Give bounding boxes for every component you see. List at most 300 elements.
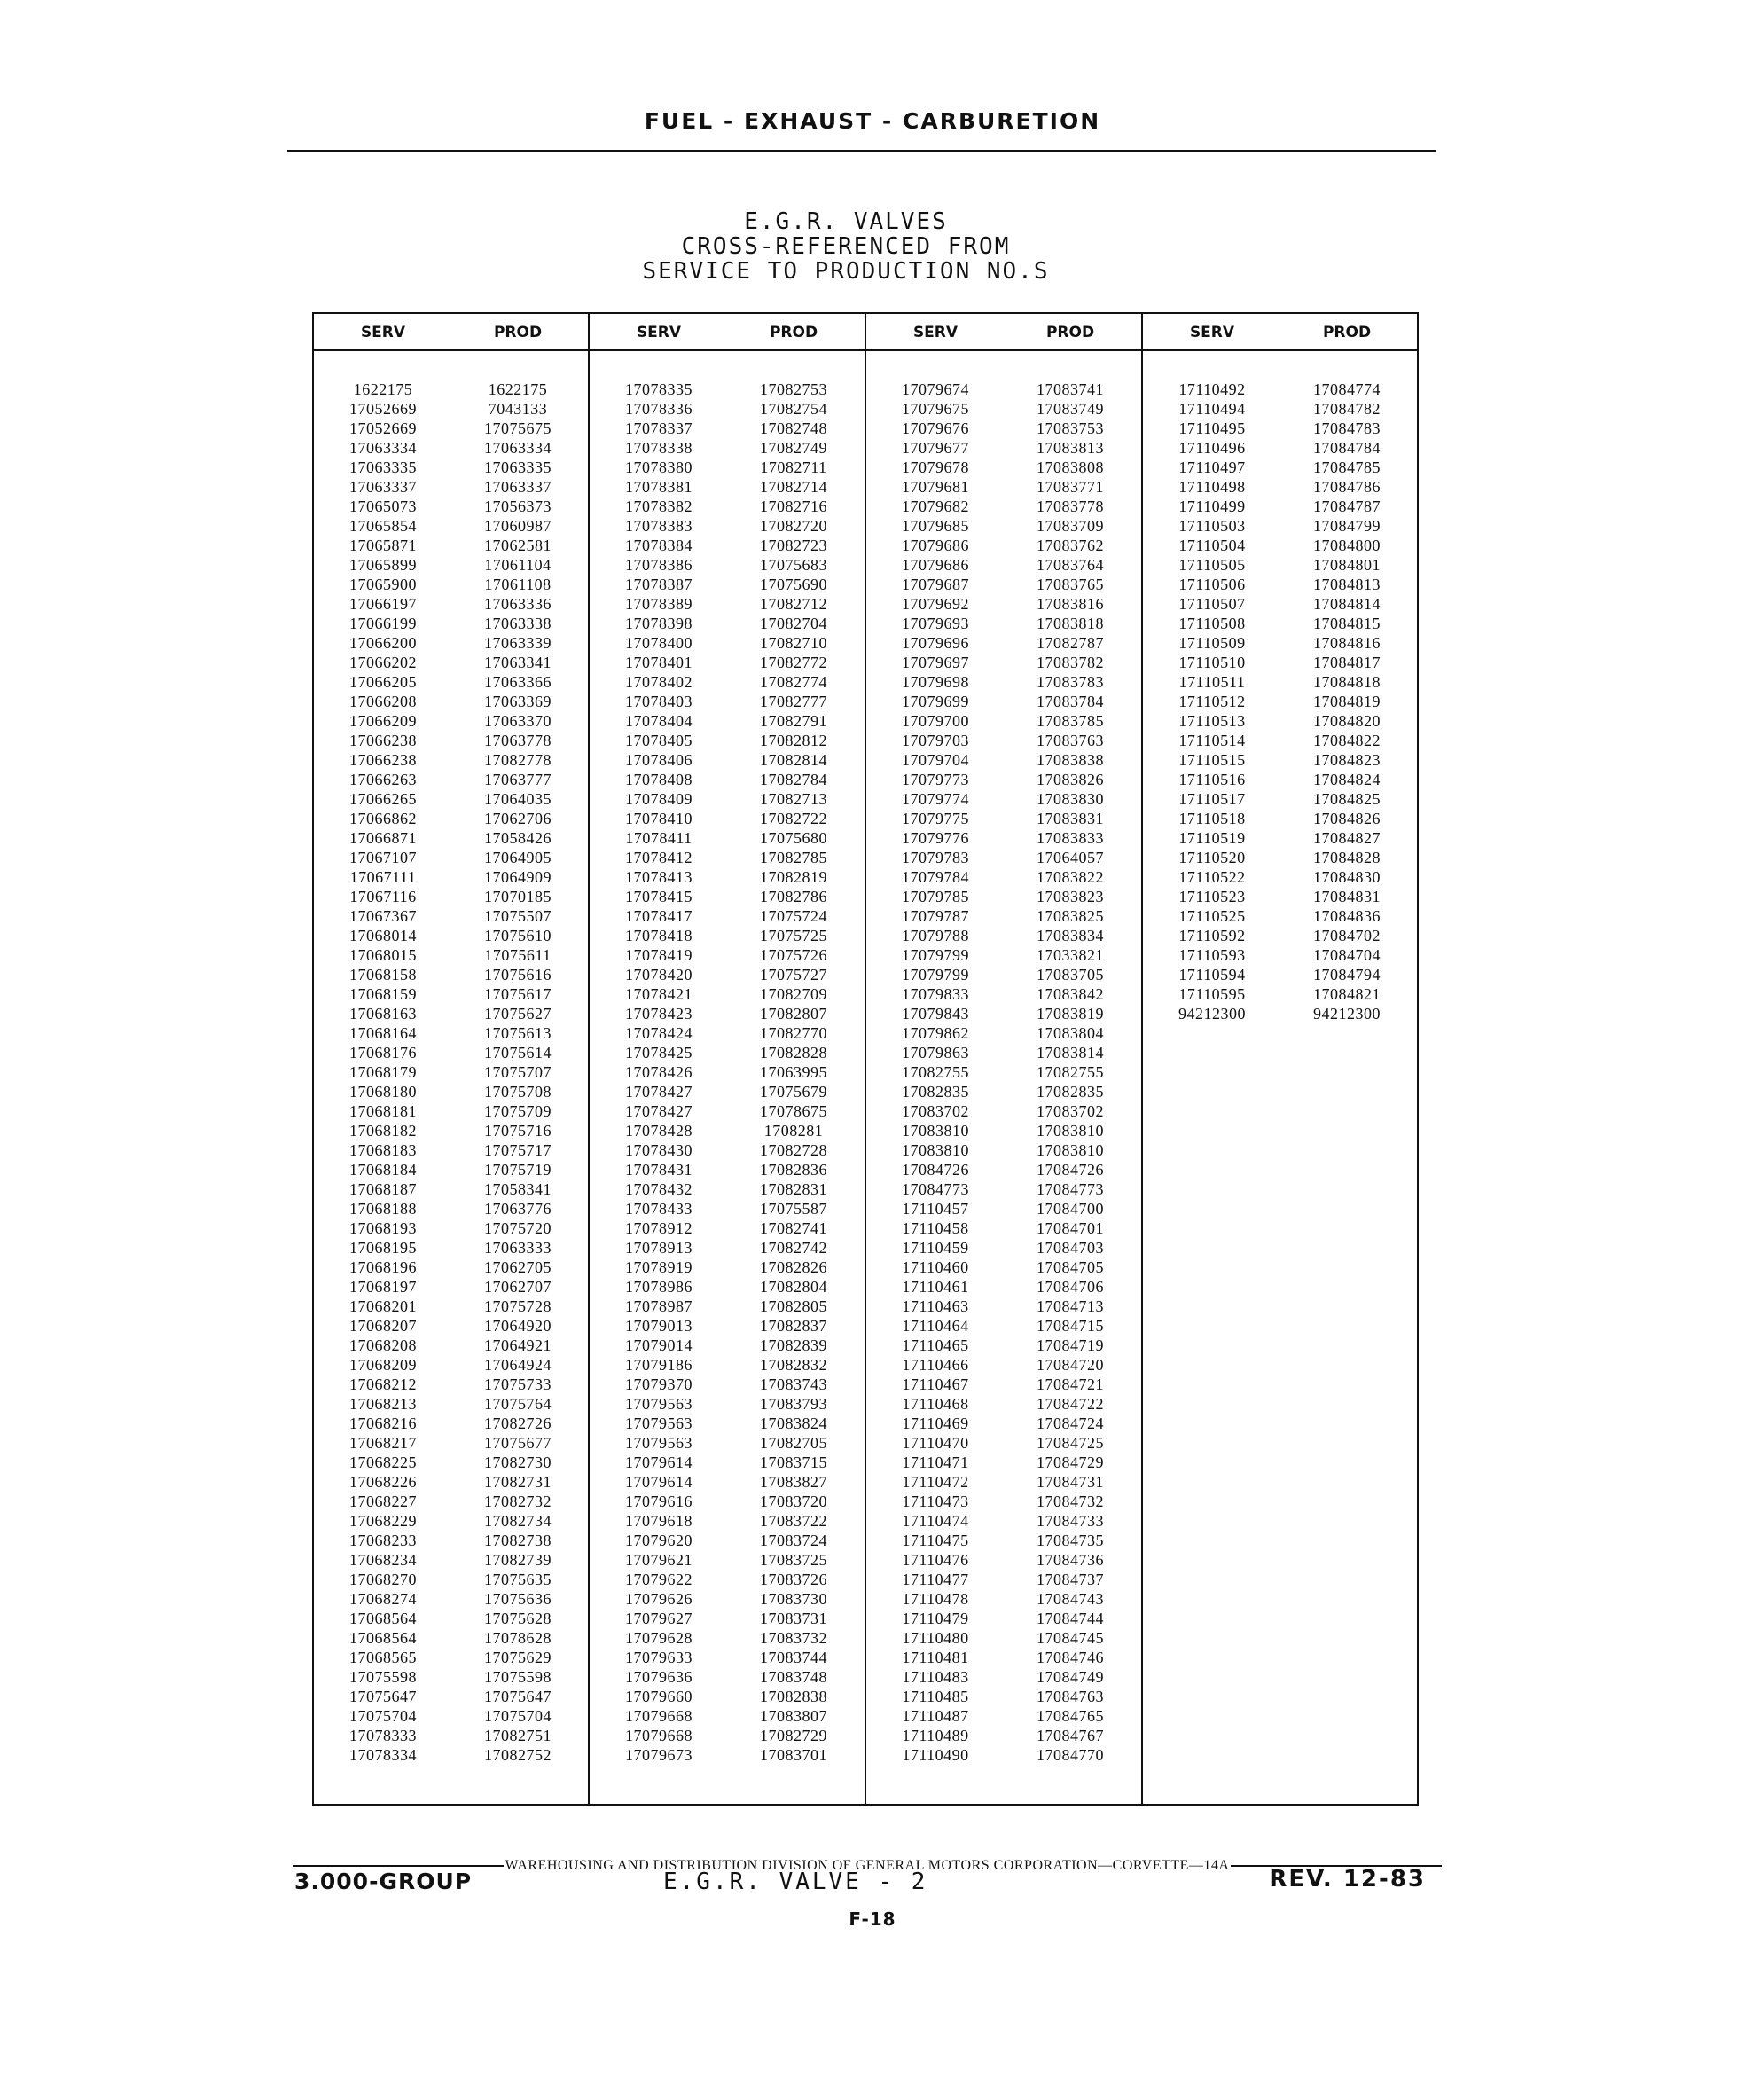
serv-number: 17066199 [349, 615, 417, 632]
serv-number: 17068197 [349, 1278, 417, 1296]
table-row [590, 1745, 865, 1765]
table-row [314, 1511, 591, 1531]
table-row [314, 536, 591, 555]
table-row [590, 711, 865, 731]
serv-number: 17068274 [349, 1590, 417, 1608]
table-row [590, 984, 865, 1004]
prod-number: 17084819 [1313, 693, 1381, 710]
serv-number: 17079699 [902, 693, 969, 710]
table-row [866, 1726, 1141, 1745]
prod-number: 17084721 [1037, 1375, 1104, 1393]
prod-number: 94212300 [1313, 1005, 1381, 1023]
prod-number: 17075507 [484, 907, 552, 925]
prod-number: 17064909 [484, 868, 552, 886]
serv-number: 17079677 [902, 439, 969, 457]
serv-number: 17078421 [625, 985, 693, 1003]
serv-number: 17079788 [902, 927, 969, 944]
table-row [866, 497, 1141, 516]
table-row [866, 1648, 1141, 1667]
table-row [866, 692, 1141, 711]
serv-number: 17068187 [349, 1180, 417, 1198]
prod-number: 17063337 [484, 478, 552, 496]
prod-number: 17083783 [1037, 673, 1104, 691]
serv-number: 17068188 [349, 1200, 417, 1218]
serv-number: 17079785 [902, 888, 969, 905]
serv-number: 17110503 [1178, 517, 1246, 535]
table-row [590, 848, 865, 867]
table-row [866, 1023, 1141, 1043]
prod-number: 17084813 [1313, 576, 1381, 593]
header-rule [287, 150, 1436, 152]
prod-number: 17082831 [760, 1180, 827, 1198]
table-row [866, 516, 1141, 536]
table-row [314, 1648, 591, 1667]
prod-number: 17084700 [1037, 1200, 1104, 1218]
prod-number: 17084765 [1037, 1707, 1104, 1725]
serv-number: 17079687 [902, 576, 969, 593]
prod-number: 17082722 [760, 810, 827, 827]
footer-banner-text: WAREHOUSING AND DISTRIBUTION DIVISION OF GENERAL MOTORS CORPORATION—CORVETTE—14A [505, 1858, 1230, 1873]
table-row [314, 1043, 591, 1062]
table-row [866, 1004, 1141, 1023]
table-row [314, 1238, 591, 1258]
serv-number: 17078919 [625, 1258, 693, 1276]
serv-number: 17078381 [625, 478, 693, 496]
serv-number: 17110473 [902, 1493, 969, 1510]
prod-number: 17083753 [1037, 419, 1104, 437]
serv-number: 17079620 [625, 1532, 693, 1549]
table-row [866, 1179, 1141, 1199]
prod-number: 17075611 [484, 946, 552, 964]
serv-number: 17068564 [349, 1610, 417, 1627]
prod-number: 17082778 [484, 751, 552, 769]
prod-number: 17083749 [1037, 400, 1104, 418]
table-row [866, 633, 1141, 653]
prod-number: 17084794 [1313, 966, 1381, 983]
prod-number: 17063336 [484, 595, 552, 613]
table-row [314, 965, 591, 984]
prod-number: 17084801 [1313, 556, 1381, 574]
serv-number: 17110519 [1178, 829, 1246, 847]
prod-number: 17083834 [1037, 927, 1104, 944]
table-row [314, 867, 591, 887]
table-row [1143, 984, 1418, 1004]
table-row [1143, 1004, 1418, 1023]
prod-header: PROD [1045, 324, 1095, 341]
table-row [590, 1316, 865, 1336]
serv-number: 17079704 [902, 751, 969, 769]
table-row [866, 1258, 1141, 1277]
serv-number: 17068212 [349, 1375, 417, 1393]
table-row [314, 828, 591, 848]
table-row [866, 672, 1141, 692]
prod-number: 17082770 [760, 1024, 827, 1042]
table-row [866, 1667, 1141, 1687]
table-row [590, 1121, 865, 1140]
serv-number: 17075704 [349, 1707, 417, 1725]
prod-number: 17075719 [484, 1161, 552, 1179]
table-row [590, 477, 865, 497]
prod-number: 17082784 [760, 771, 827, 788]
table-row [866, 1453, 1141, 1472]
prod-number: 17075629 [484, 1649, 552, 1666]
table-row [590, 1140, 865, 1160]
table-row [866, 1531, 1141, 1550]
table-row [1143, 438, 1418, 458]
prod-number: 17082814 [760, 751, 827, 769]
serv-number: 17110495 [1178, 419, 1246, 437]
cross-reference-table [312, 312, 1419, 1806]
prod-number: 17082705 [760, 1434, 827, 1452]
prod-number: 17064920 [484, 1317, 552, 1335]
table-row [866, 1414, 1141, 1433]
table-row [590, 809, 865, 828]
prod-number: 17082732 [484, 1493, 552, 1510]
prod-number: 17082726 [484, 1414, 552, 1432]
table-row [866, 399, 1141, 419]
serv-number: 17078335 [625, 380, 693, 398]
table-row [866, 1297, 1141, 1316]
table-row [1143, 380, 1418, 399]
serv-number: 17079700 [902, 712, 969, 730]
prod-number: 17083824 [760, 1414, 827, 1432]
prod-number: 17082804 [760, 1278, 827, 1296]
table-row [866, 1628, 1141, 1648]
table-row [590, 1570, 865, 1589]
serv-number: 17110474 [902, 1512, 969, 1530]
table-row [314, 1199, 591, 1218]
serv-number: 17068176 [349, 1044, 417, 1062]
table-row [866, 1316, 1141, 1336]
prod-number: 1708281 [763, 1122, 824, 1140]
table-row [1143, 516, 1418, 536]
serv-number: 17110467 [902, 1375, 969, 1393]
table-row [866, 731, 1141, 750]
table-row [314, 1531, 591, 1550]
table-row [866, 1394, 1141, 1414]
serv-number: 17065900 [349, 576, 417, 593]
serv-number: 17083810 [902, 1141, 969, 1159]
serv-number: 17063334 [349, 439, 417, 457]
table-row [1143, 614, 1418, 633]
block-header [866, 314, 1141, 351]
serv-number: 17110512 [1178, 693, 1246, 710]
prod-number: 17082835 [1037, 1083, 1104, 1101]
serv-number: 17068226 [349, 1473, 417, 1491]
prod-number: 17075627 [484, 1005, 552, 1023]
serv-number: 17110504 [1178, 537, 1246, 554]
prod-number: 17082755 [1037, 1063, 1104, 1081]
serv-number: 17078913 [625, 1239, 693, 1257]
table-row [866, 1687, 1141, 1706]
serv-number: 17083702 [902, 1102, 969, 1120]
prod-number: 17083807 [760, 1707, 827, 1725]
prod-number: 17075679 [760, 1083, 827, 1101]
serv-number: 17079681 [902, 478, 969, 496]
prod-number: 17083771 [1037, 478, 1104, 496]
table-row [590, 1726, 865, 1745]
prod-number: 17084704 [1313, 946, 1381, 964]
footer-group: 3.000-GROUP [294, 1869, 473, 1894]
table-row [866, 1238, 1141, 1258]
serv-number: 17079774 [902, 790, 969, 808]
prod-number: 17075709 [484, 1102, 552, 1120]
serv-number: 17079775 [902, 810, 969, 827]
serv-number: 17068158 [349, 966, 417, 983]
serv-number: 17110457 [902, 1200, 969, 1218]
table-row [314, 1297, 591, 1316]
serv-number: 17068181 [349, 1102, 417, 1120]
serv-number: 17110476 [902, 1551, 969, 1569]
prod-number: 17084744 [1037, 1610, 1104, 1627]
serv-header: SERV [1189, 324, 1235, 341]
serv-number: 17079563 [625, 1434, 693, 1452]
serv-number: 17110459 [902, 1239, 969, 1257]
table-row [590, 1082, 865, 1101]
table-row [590, 419, 865, 438]
serv-number: 17068217 [349, 1434, 417, 1452]
table-row [866, 536, 1141, 555]
serv-number: 17078987 [625, 1297, 693, 1315]
prod-number: 17083778 [1037, 498, 1104, 515]
serv-number: 17078427 [625, 1102, 693, 1120]
table-row [866, 789, 1141, 809]
prod-number: 17082704 [760, 615, 827, 632]
prod-number: 17084731 [1037, 1473, 1104, 1491]
table-row [314, 1472, 591, 1492]
serv-number: 17110479 [902, 1610, 969, 1627]
table-row [590, 633, 865, 653]
prod-number: 17082741 [760, 1219, 827, 1237]
prod-number: 17075587 [760, 1200, 827, 1218]
table-row [314, 1414, 591, 1433]
prod-number: 17075675 [484, 419, 552, 437]
prod-number: 17084722 [1037, 1395, 1104, 1413]
table-row [590, 770, 865, 789]
table-row [1143, 750, 1418, 770]
prod-number: 17084729 [1037, 1454, 1104, 1471]
serv-number: 17079627 [625, 1610, 693, 1627]
prod-number: 17084735 [1037, 1532, 1104, 1549]
table-row [1143, 731, 1418, 750]
serv-number: 17110508 [1178, 615, 1246, 632]
serv-number: 17075598 [349, 1668, 417, 1686]
serv-header: SERV [636, 324, 682, 341]
section-header: FUEL - EXHAUST - CARBURETION [644, 108, 1101, 134]
table-row [866, 1492, 1141, 1511]
serv-number: 17079696 [902, 634, 969, 652]
table-row [1143, 458, 1418, 477]
prod-number: 17083722 [760, 1512, 827, 1530]
prod-number: 17082734 [484, 1512, 552, 1530]
serv-number: 17079660 [625, 1688, 693, 1705]
prod-number: 17084815 [1313, 615, 1381, 632]
table-row [866, 1706, 1141, 1726]
table-row [590, 1609, 865, 1628]
prod-number: 17084770 [1037, 1746, 1104, 1764]
prod-number: 17084706 [1037, 1278, 1104, 1296]
prod-number: 17056373 [484, 498, 552, 515]
prod-number: 17083744 [760, 1649, 827, 1666]
serv-number: 17110499 [1178, 498, 1246, 515]
table-row [590, 1043, 865, 1062]
footer-revision: REV. 12-83 [1269, 1866, 1426, 1892]
prod-number: 17064035 [484, 790, 552, 808]
table-row [314, 1336, 591, 1355]
prod-number: 17083793 [760, 1395, 827, 1413]
serv-number: 17078427 [625, 1083, 693, 1101]
prod-number: 17075680 [760, 829, 827, 847]
serv-number: 17079698 [902, 673, 969, 691]
prod-number: 17084773 [1037, 1180, 1104, 1198]
table-row [590, 887, 865, 906]
serv-number: 17079799 [902, 966, 969, 983]
serv-number: 17110463 [902, 1297, 969, 1315]
prod-number: 17075616 [484, 966, 552, 983]
serv-number: 17078380 [625, 458, 693, 476]
title-line-2: CROSS-REFERENCED FROM [681, 233, 1011, 260]
prod-number: 17083816 [1037, 595, 1104, 613]
prod-number: 17075647 [484, 1688, 552, 1705]
serv-number: 17066205 [349, 673, 417, 691]
prod-number: 17075726 [760, 946, 827, 964]
table-row [314, 1570, 591, 1589]
prod-number: 17063370 [484, 712, 552, 730]
table-row [590, 1355, 865, 1375]
serv-number: 17110471 [902, 1454, 969, 1471]
table-row [590, 926, 865, 945]
prod-number: 17083842 [1037, 985, 1104, 1003]
table-row [314, 438, 591, 458]
prod-number: 17075617 [484, 985, 552, 1003]
table-row [1143, 828, 1418, 848]
table-row [866, 1218, 1141, 1238]
serv-number: 17078336 [625, 400, 693, 418]
prod-number: 17075724 [760, 907, 827, 925]
serv-number: 17078431 [625, 1161, 693, 1179]
table-row [590, 1218, 865, 1238]
table-block-4 [1141, 314, 1418, 1804]
table-row [866, 653, 1141, 672]
block-rows [314, 380, 591, 1765]
table-row [590, 1589, 865, 1609]
table-row [314, 1433, 591, 1453]
serv-number: 1622175 [353, 380, 413, 398]
block-header [1143, 314, 1418, 351]
prod-number: 17083720 [760, 1493, 827, 1510]
serv-number: 17066208 [349, 693, 417, 710]
table-row [866, 575, 1141, 594]
prod-number: 17082774 [760, 673, 827, 691]
table-row [314, 692, 591, 711]
serv-number: 17110513 [1178, 712, 1246, 730]
prod-number: 17075636 [484, 1590, 552, 1608]
serv-number: 17063337 [349, 478, 417, 496]
prod-number: 17075614 [484, 1044, 552, 1062]
serv-number: 17078413 [625, 868, 693, 886]
table-row [314, 711, 591, 731]
prod-number: 17084818 [1313, 673, 1381, 691]
table-row [866, 1101, 1141, 1121]
prod-number: 17064057 [1037, 849, 1104, 866]
serv-number: 17078382 [625, 498, 693, 515]
serv-number: 17078334 [349, 1746, 417, 1764]
table-row [1143, 906, 1418, 926]
prod-number: 17084725 [1037, 1434, 1104, 1452]
serv-number: 17079862 [902, 1024, 969, 1042]
prod-number: 17062705 [484, 1258, 552, 1276]
serv-number: 17079685 [902, 517, 969, 535]
prod-number: 17083814 [1037, 1044, 1104, 1062]
prod-number: 17084787 [1313, 498, 1381, 515]
serv-number: 17078384 [625, 537, 693, 554]
table-row [314, 1375, 591, 1394]
prod-number: 17082731 [484, 1473, 552, 1491]
prod-number: 17082716 [760, 498, 827, 515]
serv-number: 94212300 [1178, 1005, 1246, 1023]
prod-number: 17082772 [760, 654, 827, 671]
prod-number: 17082730 [484, 1454, 552, 1471]
prod-number: 17084763 [1037, 1688, 1104, 1705]
table-row [1143, 965, 1418, 984]
prod-number: 17075764 [484, 1395, 552, 1413]
table-row [1143, 926, 1418, 945]
prod-number: 17064924 [484, 1356, 552, 1374]
prod-number: 17082807 [760, 1005, 827, 1023]
prod-number: 17084715 [1037, 1317, 1104, 1335]
serv-number: 17066238 [349, 732, 417, 749]
table-row [314, 594, 591, 614]
serv-number: 17110515 [1178, 751, 1246, 769]
prod-number: 17084774 [1313, 380, 1381, 398]
prod-number: 17084784 [1313, 439, 1381, 457]
prod-number: 17075708 [484, 1083, 552, 1101]
prod-number: 17082785 [760, 849, 827, 866]
serv-number: 17078406 [625, 751, 693, 769]
serv-number: 17068159 [349, 985, 417, 1003]
serv-number: 17078411 [625, 829, 693, 847]
table-row [314, 1121, 591, 1140]
table-row [1143, 848, 1418, 867]
prod-number: 17062581 [484, 537, 552, 554]
prod-number: 17064921 [484, 1336, 552, 1354]
table-row [590, 1453, 865, 1472]
serv-number: 17079614 [625, 1454, 693, 1471]
prod-number: 17063335 [484, 458, 552, 476]
serv-number: 17110592 [1178, 927, 1246, 944]
serv-number: 17078404 [625, 712, 693, 730]
prod-number: 17082787 [1037, 634, 1104, 652]
serv-number: 17079621 [625, 1551, 693, 1569]
prod-number: 17082710 [760, 634, 827, 652]
prod-number: 17063777 [484, 771, 552, 788]
serv-number: 17110595 [1178, 985, 1246, 1003]
table-row [314, 1062, 591, 1082]
prod-number: 17083808 [1037, 458, 1104, 476]
serv-number: 17066209 [349, 712, 417, 730]
table-row [314, 1745, 591, 1765]
table-row [590, 380, 865, 399]
table-row [314, 458, 591, 477]
serv-number: 17082755 [902, 1063, 969, 1081]
table-row [314, 1706, 591, 1726]
table-row [314, 1160, 591, 1179]
prod-number: 17084726 [1037, 1161, 1104, 1179]
serv-number: 17078402 [625, 673, 693, 691]
serv-number: 17068193 [349, 1219, 417, 1237]
prod-number: 17084827 [1313, 829, 1381, 847]
prod-number: 17084821 [1313, 985, 1381, 1003]
